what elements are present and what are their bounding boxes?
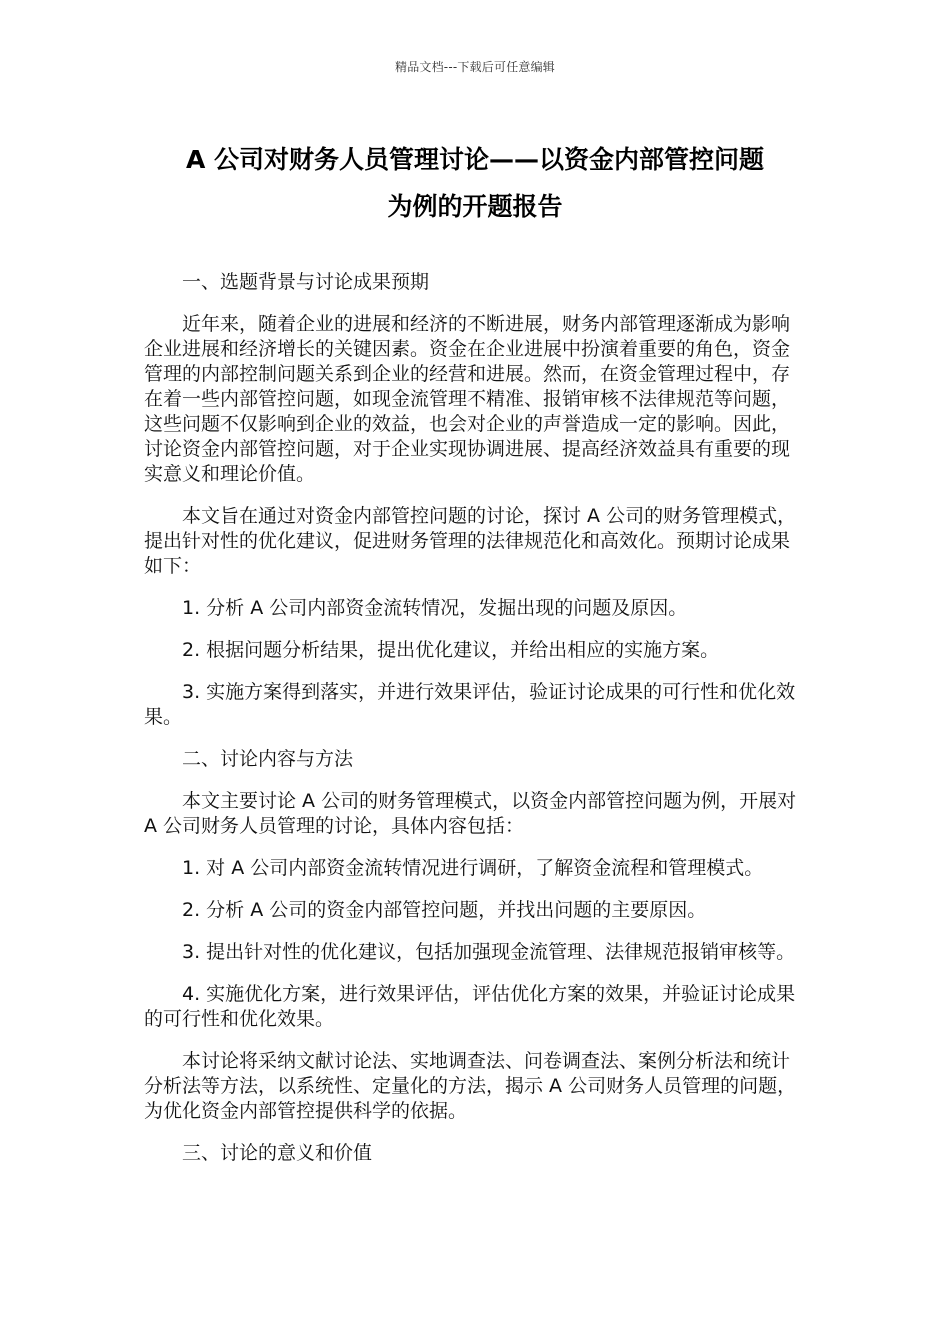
- list-item: 2. 根据问题分析结果，提出优化建议，并给出相应的实施方案。: [182, 639, 720, 661]
- list-item: 3. 实施方案得到落实，并进行效果评估，验证讨论成果的可行性和优化效果。: [144, 681, 796, 728]
- document-body: [144, 270, 808, 1183]
- title-line-2: 为例的开题报告: [387, 192, 563, 221]
- title-line-1: A 公司对财务人员管理讨论——以资金内部管控问题: [185, 145, 765, 174]
- section-heading-1: 一、选题背景与讨论成果预期: [182, 271, 430, 293]
- section-heading-3: 三、讨论的意义和价值: [182, 1142, 373, 1164]
- paragraph: 本文主要讨论 A 公司的财务管理模式，以资金内部管控问题为例，开展对 A 公司财务人员管理的讨论，具体内容包括：: [144, 790, 797, 837]
- list-item: 1. 分析 A 公司内部资金流转情况，发掘出现的问题及原因。: [182, 597, 688, 619]
- list-item: 4. 实施优化方案，进行效果评估，评估优化方案的效果，并验证讨论成果的可行性和优化效果。: [144, 983, 796, 1030]
- header-note: 精品文档---下载后可任意编辑: [395, 60, 555, 74]
- list-item: 3. 提出针对性的优化建议，包括加强现金流管理、法律规范报销审核等。: [182, 941, 796, 963]
- section-heading-2: 二、讨论内容与方法: [182, 748, 354, 770]
- list-item: 2. 分析 A 公司的资金内部管控问题，并找出问题的主要原因。: [182, 899, 707, 921]
- list-item: 1. 对 A 公司内部资金流转情况进行调研，了解资金流程和管理模式。: [182, 857, 764, 879]
- paragraph: 本文旨在通过对资金内部管控问题的讨论，探讨 A 公司的财务管理模式，提出针对性的优化建议，促进财务管理的法律规范化和高效化。预期讨论成果如下：: [144, 505, 797, 577]
- document-title: [100, 136, 850, 230]
- paragraph: 本讨论将采纳文献讨论法、实地调查法、问卷调查法、案例分析法和统计分析法等方法，以系统性、定量化的方法，揭示 A 公司财务人员管理的问题，为优化资金内部管控提供科学的依据。: [144, 1050, 797, 1122]
- paragraph: 近年来，随着企业的进展和经济的不断进展，财务内部管理逐渐成为影响企业进展和经济增长的关键因素。资金在企业进展中扮演着重要的角色，资金管理的内部控制问题关系到企业的经营和进展。然而，在资金管理过程中，存在着一些内部管控问题，如现金流管理不精准、报销审核不法律规范等问题，这些问题不仅影响到企业的效益，也会对企业的声誉造成一定的影响。因此，讨论资金内部管控问题，对于企业实现协调进展、提高经济效益具有重要的现实意义和理论价值。: [144, 313, 791, 485]
